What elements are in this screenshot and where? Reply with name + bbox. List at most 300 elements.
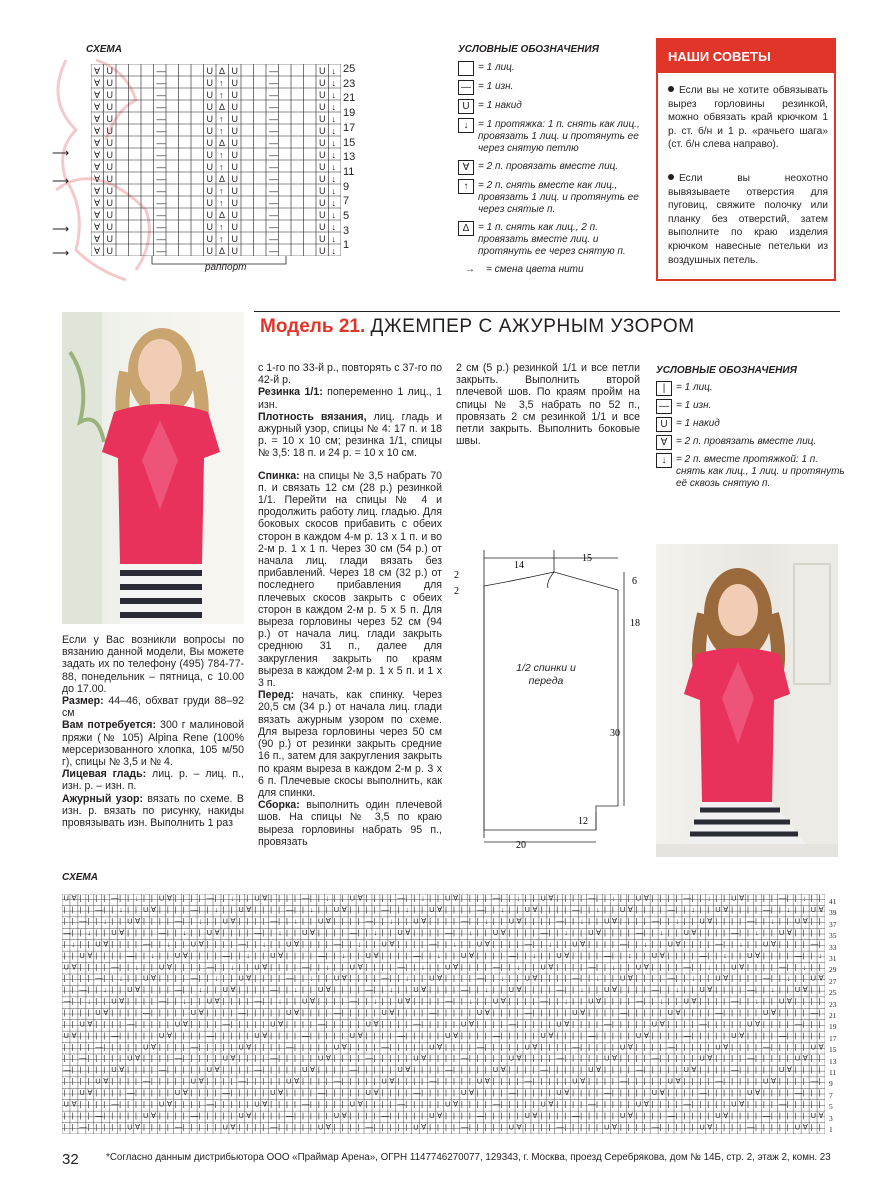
chart-symbol: | [556, 1030, 559, 1040]
chart-symbol: | [389, 1099, 392, 1109]
chart-symbol: | [492, 973, 495, 983]
chart-symbol: — [269, 126, 278, 136]
chart-symbol: | [341, 962, 344, 972]
chart-symbol: | [286, 894, 288, 903]
chart-symbol: | [635, 950, 638, 960]
row-number: 17 [829, 1033, 837, 1043]
chart-symbol: U [106, 150, 113, 160]
chart-symbol: ↓ [516, 962, 521, 972]
chart-symbol: ∀ [94, 90, 101, 100]
chart-symbol: — [111, 894, 119, 903]
chart-symbol: | [214, 1053, 217, 1063]
chart-symbol: U [190, 1076, 197, 1086]
chart-symbol: — [269, 234, 278, 244]
chart-symbol: | [667, 928, 670, 937]
chart-symbol: | [421, 1076, 424, 1086]
chart-symbol: ∀ [484, 939, 490, 949]
chart-symbol: ∀ [500, 928, 506, 937]
chart-symbol: ↑ [219, 90, 224, 100]
chart-symbol: | [516, 905, 519, 915]
chart-symbol: ∀ [262, 962, 268, 972]
chart-symbol: | [413, 973, 416, 983]
chart-symbol: ∀ [770, 1008, 777, 1017]
chart-symbol: | [278, 905, 281, 915]
chart-symbol: — [699, 950, 707, 960]
chart-symbol: | [166, 996, 169, 1006]
chart-symbol: — [254, 1065, 262, 1075]
chart-symbol: | [484, 1088, 487, 1097]
chart-symbol: | [317, 1065, 320, 1075]
chart-symbol: | [762, 1019, 765, 1029]
chart-symbol: | [747, 939, 749, 949]
chart-symbol: ↓ [691, 973, 696, 983]
chart-symbol: | [484, 950, 487, 960]
chart-symbol: | [71, 1122, 74, 1132]
chart-symbol: | [548, 1076, 551, 1086]
chart-symbol: | [635, 905, 638, 915]
chart-symbol: | [564, 1076, 567, 1086]
chart-symbol: | [667, 985, 670, 995]
chart-symbol: | [540, 950, 543, 960]
chart-symbol: | [119, 1099, 122, 1109]
chart-symbol: | [627, 1019, 630, 1029]
chart-symbol: | [635, 916, 638, 926]
chart-symbol: | [333, 928, 336, 937]
chart-symbol: U [699, 1122, 705, 1132]
chart-symbol: | [580, 1053, 583, 1063]
assembly-paragraph: Сборка: выполнить один плечевой шов. На спицы № 3,5 по краю выреза горловины набрать 95 п., провязать [258, 799, 442, 848]
chart-symbol: | [349, 1076, 352, 1086]
chart-symbol: | [667, 1019, 670, 1029]
chart-symbol: — [269, 222, 278, 232]
chart-symbol: U [111, 1065, 117, 1075]
chart-symbol: ∀ [135, 916, 141, 926]
chart-symbol: | [603, 962, 606, 972]
chart-symbol: | [770, 928, 773, 937]
chart-symbol: | [87, 1110, 90, 1120]
chart-symbol: ∀ [770, 939, 777, 949]
chart-symbol: — [63, 1065, 71, 1075]
chart-symbol: | [699, 973, 702, 983]
chart-symbol: | [747, 894, 749, 903]
chart-symbol: | [818, 894, 821, 903]
chart-symbol: — [731, 928, 739, 937]
chart-symbol: ∀ [452, 894, 459, 903]
chart-symbol: — [206, 962, 215, 972]
row-number: 7 [343, 195, 350, 208]
chart-symbol: | [405, 985, 408, 995]
chart-symbol: | [381, 950, 384, 960]
chart-symbol: U [381, 1076, 387, 1086]
chart-symbol: | [79, 996, 82, 1006]
chart-symbol: — [445, 928, 453, 937]
chart-symbol: | [683, 1008, 686, 1017]
chart-symbol: | [238, 962, 241, 972]
chart-symbol: — [524, 939, 532, 949]
chart-symbol: | [731, 1042, 734, 1052]
chart-symbol: | [95, 985, 98, 995]
chart-symbol: | [532, 1053, 535, 1063]
chart-symbol: | [723, 1122, 726, 1132]
chart-symbol: — [365, 1122, 374, 1132]
chart-symbol: | [278, 1099, 281, 1109]
chart-symbol: | [389, 1065, 392, 1075]
chart-symbol: | [405, 1008, 408, 1017]
chart-symbol: | [580, 894, 583, 903]
legend-text: = 2 п. провязать вместе лиц. [478, 161, 619, 172]
chart-symbol: | [611, 950, 614, 960]
chart-symbol: | [190, 962, 193, 972]
chart-symbol: | [588, 1042, 591, 1052]
chart-symbol: ∀ [818, 973, 824, 983]
chart-symbol: | [381, 1099, 384, 1109]
chart-symbol: U [429, 905, 435, 915]
chart-symbol: | [79, 939, 82, 949]
chart-symbol: U [476, 1076, 483, 1086]
chart-symbol: | [238, 996, 241, 1006]
chart-symbol: | [325, 1008, 328, 1017]
chart-symbol: | [87, 985, 90, 995]
chart-symbol: | [166, 1110, 169, 1120]
chart-symbol: U [445, 1099, 451, 1109]
chart-symbol: U [715, 1042, 721, 1052]
chart-symbol: | [596, 916, 598, 926]
chart-symbol: U [286, 1008, 292, 1017]
chart-symbol: ∀ [230, 1122, 236, 1132]
chart-symbol: | [158, 939, 161, 949]
chart-symbol: | [174, 1042, 177, 1052]
chart-symbol: | [103, 950, 106, 960]
chart-symbol: | [548, 1110, 551, 1120]
chart-symbol: — [317, 950, 326, 960]
chart-symbol: U [319, 150, 326, 160]
chart-symbol: ∀ [94, 186, 101, 196]
chart-symbol: U [699, 985, 705, 995]
chart-symbol: | [262, 1042, 265, 1052]
chart-symbol: ∀ [103, 1076, 109, 1086]
chart-symbol: | [603, 996, 606, 1006]
chart-symbol: ∀ [675, 1008, 681, 1017]
chart-symbol: | [309, 1042, 312, 1052]
chart-symbol: | [262, 905, 265, 915]
chart-symbol: ↓ [707, 962, 712, 972]
chart-symbol: ∀ [135, 1122, 141, 1132]
chart-symbol: | [230, 1110, 233, 1120]
chart-symbol: | [111, 1076, 114, 1086]
chart-symbol: — [572, 1110, 580, 1120]
row-number: 3 [829, 1113, 833, 1123]
chart-symbol: ↓ [214, 973, 219, 983]
chart-symbol: U [206, 66, 213, 76]
chart-symbol: | [643, 1042, 646, 1052]
chart-symbol: — [79, 1053, 87, 1063]
chart-symbol: | [373, 905, 376, 915]
chart-symbol: | [786, 962, 789, 972]
row-number: 27 [829, 976, 837, 986]
chart-symbol: — [747, 985, 755, 995]
chart-symbol: | [500, 1008, 503, 1017]
chart-symbol: | [651, 939, 654, 949]
chart-symbol: | [397, 1122, 400, 1132]
chart-symbol: | [158, 905, 161, 915]
chart-symbol: U [794, 1122, 801, 1132]
chart-symbol: ∀ [739, 894, 745, 903]
chart-symbol: | [63, 1019, 66, 1029]
chart-symbol: | [500, 962, 503, 972]
chart-symbol: | [770, 1042, 773, 1052]
chart-symbol: | [127, 1110, 130, 1120]
chart-symbol: U [270, 1019, 276, 1029]
chart-symbol: | [325, 1099, 328, 1109]
chart-symbol: | [278, 973, 281, 983]
chart-symbol: | [818, 996, 821, 1006]
chart-symbol: | [540, 1110, 543, 1120]
chart-symbol: ↓ [331, 102, 336, 112]
chart-symbol: ∀ [198, 939, 204, 949]
chart-symbol: — [778, 1099, 787, 1109]
chart-symbol: | [365, 996, 368, 1006]
chart-symbol: — [588, 1099, 596, 1109]
chart-symbol: | [79, 1110, 82, 1120]
chart-symbol: | [389, 950, 392, 960]
chart-symbol: | [111, 1088, 114, 1097]
chart-symbol: | [659, 1122, 662, 1132]
chart-symbol: | [468, 939, 471, 949]
chart-symbol: | [659, 905, 662, 915]
chart-symbol: | [476, 1065, 479, 1075]
chart-symbol: | [71, 1008, 74, 1017]
chart-symbol: ∀ [94, 126, 101, 136]
chart-symbol: | [357, 1053, 360, 1063]
chart-symbol: | [794, 928, 797, 937]
chart-symbol: Δ [219, 246, 226, 256]
chart-symbol: | [103, 1053, 106, 1063]
right-legend-title: УСЛОВНЫЕ ОБОЗНАЧЕНИЯ [656, 365, 797, 376]
chart-symbol: ↓ [331, 174, 336, 184]
chart-symbol: | [675, 1088, 678, 1097]
chart-symbol: | [190, 985, 193, 995]
chart-symbol: | [325, 939, 328, 949]
chart-symbol: | [119, 1030, 122, 1040]
chart-symbol: | [198, 1019, 201, 1029]
chart-symbol: | [413, 962, 416, 972]
chart-symbol: | [596, 1030, 598, 1040]
chart-symbol: | [150, 928, 153, 937]
chart-symbol: | [572, 1065, 575, 1075]
chart-symbol: — [127, 1019, 135, 1029]
chart-symbol: | [405, 950, 408, 960]
chart-symbol: | [325, 950, 328, 960]
legend-text: = 1 накид [478, 100, 522, 111]
chart-symbol: | [524, 1088, 527, 1097]
chart-symbol: | [349, 1008, 352, 1017]
chart-symbol: | [119, 894, 122, 903]
chart-symbol: ∀ [548, 962, 554, 972]
chart-symbol: | [548, 1019, 551, 1029]
chart-symbol: — [429, 1076, 437, 1086]
chart-symbol: ∀ [71, 894, 77, 903]
chart-symbol: ∀ [421, 916, 427, 926]
chart-symbol: U [349, 1099, 356, 1109]
chart-symbol: | [683, 1053, 686, 1063]
chart-symbol: | [79, 1076, 82, 1086]
chart-symbol: ∀ [262, 1030, 268, 1040]
chart-symbol: | [445, 1053, 447, 1063]
chart-symbol: | [198, 973, 201, 983]
chart-symbol: ∀ [94, 174, 101, 184]
chart-symbol: | [588, 950, 591, 960]
chart-symbol: | [365, 962, 368, 972]
chart-symbol: ↓ [723, 950, 727, 960]
chart-symbol: | [397, 985, 400, 995]
chart-symbol: | [341, 1065, 344, 1075]
chart-symbol: — [127, 950, 135, 960]
chart-symbol: — [476, 1110, 485, 1120]
chart-symbol: | [659, 1065, 662, 1075]
chart-symbol: U [651, 1088, 658, 1097]
chart-symbol: | [127, 996, 130, 1006]
chart-symbol: | [301, 1110, 304, 1120]
chart-symbol: | [174, 1076, 177, 1086]
chart-symbol: | [739, 1053, 742, 1063]
chart-symbol: | [492, 1053, 495, 1063]
chart-symbol: | [786, 1042, 789, 1052]
chart-symbol: | [127, 962, 130, 972]
chart-symbol: | [437, 894, 440, 903]
chart-symbol: | [286, 916, 288, 926]
chart-symbol: U [319, 174, 326, 184]
chart-symbol: — [699, 1088, 707, 1097]
chart-symbol: | [127, 1042, 130, 1052]
chart-symbol: | [492, 1019, 495, 1029]
chart-symbol: | [301, 905, 304, 915]
chart-symbol: | [190, 996, 193, 1006]
chart-symbol: ↓ [103, 916, 107, 926]
chart-symbol: U [63, 894, 69, 903]
chart-symbol: ↓ [389, 916, 394, 926]
chart-symbol: | [818, 1088, 821, 1097]
chart-symbol: ↑ [219, 162, 224, 172]
chart-symbol: | [341, 1008, 344, 1017]
chart-symbol: — [222, 950, 230, 960]
chart-symbol: ↓ [331, 210, 336, 220]
chart-symbol: | [87, 962, 90, 972]
chart-symbol: U [206, 102, 213, 112]
chart-symbol: | [564, 985, 567, 995]
chart-symbol: | [468, 1053, 471, 1063]
chart-symbol: | [142, 894, 145, 903]
chart-symbol: ↓ [405, 905, 410, 915]
chart-symbol: ∀ [325, 916, 331, 926]
chart-symbol: | [206, 1122, 209, 1132]
chart-symbol: | [588, 939, 591, 949]
chart-symbol: | [588, 1110, 591, 1120]
chart-symbol: U [127, 985, 133, 995]
chart-symbol: — [556, 916, 564, 926]
chart-symbol: | [309, 1030, 312, 1040]
chart-symbol: | [357, 973, 360, 983]
chart-symbol: U [810, 1110, 817, 1120]
chart-symbol: ∀ [516, 1122, 522, 1132]
chart-symbol: | [142, 1122, 145, 1132]
chart-symbol: | [572, 1122, 575, 1132]
chart-symbol: | [381, 1030, 384, 1040]
chart-symbol: | [611, 1019, 614, 1029]
chart-symbol: | [492, 905, 495, 915]
chart-symbol: U [317, 985, 324, 995]
chart-symbol: ∀ [309, 996, 316, 1006]
chart-symbol: | [492, 916, 495, 926]
chart-symbol: | [373, 939, 376, 949]
chart-symbol: | [452, 1076, 455, 1086]
chart-symbol: | [111, 916, 114, 926]
chart-symbol: | [707, 996, 710, 1006]
chart-symbol: | [532, 1099, 535, 1109]
chart-symbol: | [270, 1008, 273, 1017]
chart-symbol: | [802, 950, 805, 960]
chart-symbol: | [596, 939, 598, 949]
row-number: 15 [829, 1045, 837, 1055]
chart-symbol: | [476, 1122, 479, 1132]
chart-symbol: | [452, 1008, 455, 1017]
chart-symbol: — [762, 905, 771, 915]
chart-symbol: U [619, 905, 626, 915]
chart-symbol: | [747, 928, 749, 937]
chart-symbol: | [238, 1065, 241, 1075]
chart-symbol: | [254, 1076, 257, 1086]
chart-symbol: | [778, 985, 781, 995]
chart-symbol: | [341, 928, 344, 937]
chart-symbol: U [667, 1076, 673, 1086]
chart-symbol: | [198, 905, 201, 915]
chart-symbol: | [731, 1088, 734, 1097]
chart-symbol: | [452, 905, 455, 915]
chart-symbol: | [381, 1019, 384, 1029]
chart-symbol: | [723, 1065, 726, 1075]
chart-symbol: | [397, 1053, 400, 1063]
chart-symbol: | [445, 1110, 447, 1120]
chart-symbol: | [95, 928, 98, 937]
chart-symbol: | [492, 1088, 495, 1097]
chart-symbol: | [739, 950, 742, 960]
chart-symbol: ∀ [548, 894, 554, 903]
chart-symbol: | [182, 1076, 185, 1086]
chart-symbol: | [103, 996, 106, 1006]
chart-symbol: | [421, 1008, 424, 1017]
chart-symbol: U [106, 102, 113, 112]
row-number: 11 [829, 1068, 837, 1077]
chart-symbol: | [659, 973, 662, 983]
chart-symbol: | [460, 1030, 463, 1040]
chart-symbol: U [231, 246, 238, 256]
chart-symbol: | [429, 894, 432, 903]
chart-symbol: | [770, 1030, 773, 1040]
chart-symbol: | [540, 985, 543, 995]
chart-symbol: | [802, 996, 805, 1006]
chart-symbol: | [174, 1008, 177, 1017]
chart-symbol: | [707, 1110, 710, 1120]
chart-symbol: | [524, 916, 527, 926]
chart-symbol: | [230, 1076, 233, 1086]
chart-symbol: U [810, 973, 817, 983]
chart-symbol: | [810, 962, 813, 972]
chart-symbol: | [142, 916, 145, 926]
chart-symbol: | [198, 894, 201, 903]
chart-symbol: ↓ [331, 222, 336, 232]
chart-symbol: ↓ [675, 916, 680, 926]
chart-symbol: | [651, 894, 654, 903]
chart-symbol: ∀ [214, 928, 220, 937]
